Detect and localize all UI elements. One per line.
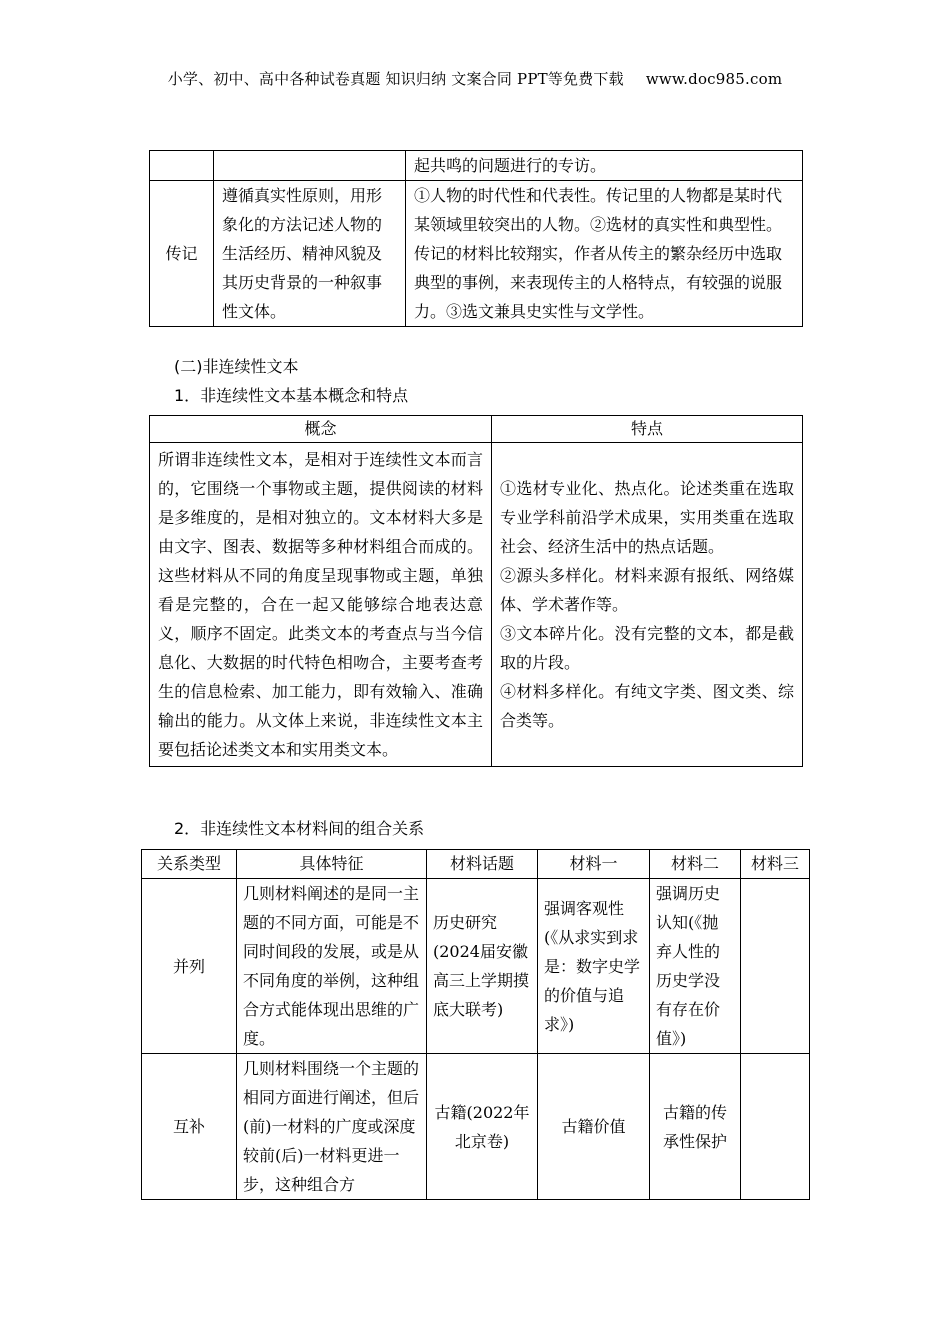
concept-feature-table (149, 415, 803, 767)
feature-item: ②源头多样化。材料来源有报纸、网络媒体、学术著作等。 (500, 566, 794, 614)
material-cell: 古籍的传承性保护 (650, 1054, 741, 1200)
table-row (142, 1054, 810, 1200)
feature-cell: 几则材料围绕一个主题的相同方面进行阐述，但后(前)一材料的广度或深度较前(后)一材料更进一步，这种组合方 (237, 1054, 427, 1200)
biography-table (149, 150, 803, 327)
feature-cell: 几则材料阐述的是同一主题的不同方面，可能是不同时间段的发展，或是从不同角度的举例，这种组合方式能体现出思维的广度。 (237, 879, 427, 1054)
table-cell: 起共鸣的问题进行的专访。 (406, 151, 803, 181)
feature-item: ①选材专业化、热点化。论述类重在选取专业学科前沿学术成果，实用类重在选取社会、经济生活中的热点话题。 (500, 479, 794, 556)
column-header: 材料话题 (427, 850, 538, 879)
section-title: (二)非连续性文本 (174, 357, 299, 376)
table-row (150, 181, 803, 327)
column-header: 关系类型 (142, 850, 237, 879)
header-site: www.doc985.com (645, 70, 783, 88)
column-header: 材料一 (538, 850, 650, 879)
subsection-title-1: 1．非连续性文本基本概念和特点 (174, 386, 409, 405)
table-cell (214, 151, 406, 181)
material-cell (741, 1054, 810, 1200)
material-cell: 强调客观性(《从求实到求是：数字史学的价值与追求》) (538, 879, 650, 1054)
feature-item: ③文本碎片化。没有完整的文本，都是截取的片段。 (500, 624, 794, 672)
material-cell: 强调历史认知(《抛弃人性的历史学没有存在价值》) (650, 879, 741, 1054)
features-cell: ①人物的时代性和代表性。传记里的人物都是某时代某领域里较突出的人物。②选材的真实性和典型性。传记的材料比较翔实，作者从传主的繁杂经历中选取典型的事例，来表现传主的人格特点，有较强的说服力。③选文兼具史实性与文学性。 (406, 181, 803, 327)
relation-type-cell: 并列 (142, 879, 237, 1054)
table-row (150, 151, 803, 181)
topic-cell: 古籍(2022年北京卷) (427, 1054, 538, 1200)
material-cell (741, 879, 810, 1054)
material-cell: 古籍价值 (538, 1054, 650, 1200)
topic-cell: 历史研究(2024届安徽高三上学期摸底大联考) (427, 879, 538, 1054)
column-header: 材料二 (650, 850, 741, 879)
table-header-row (142, 850, 810, 879)
genre-cell: 传记 (150, 181, 214, 327)
relation-table (141, 849, 810, 1200)
column-header: 特点 (492, 416, 803, 443)
table-header-row (150, 416, 803, 443)
column-header: 概念 (150, 416, 492, 443)
page-header (0, 68, 950, 89)
column-header: 材料三 (741, 850, 810, 879)
header-text: 小学、初中、高中各种试卷真题 知识归纳 文案合同 PPT等免费下载 (167, 70, 624, 88)
column-header: 具体特征 (237, 850, 427, 879)
table-row (142, 879, 810, 1054)
table-cell (150, 151, 214, 181)
subsection-title-2: 2．非连续性文本材料间的组合关系 (174, 819, 425, 838)
relation-type-cell: 互补 (142, 1054, 237, 1200)
concept-cell: 所谓非连续性文本，是相对于连续性文本而言的，它围绕一个事物或主题，提供阅读的材料是多维度的，是相对独立的。文本材料大多是由文字、图表、数据等多种材料组合而成的。这些材料从不同的角度呈现事物或主题，单独看是完整的，合在一起又能够综合地表达意义，顺序不固定。此类文本的考查点与当今信息化、大数据的时代特色相吻合，主要考查考生的信息检索、加工能力，即有效输入、准确输出的能力。从文体上来说，非连续性文本主要包括论述类文本和实用类文本。 (150, 443, 492, 767)
features-cell (492, 443, 803, 767)
concept-cell: 遵循真实性原则，用形象化的方法记述人物的生活经历、精神风貌及其历史背景的一种叙事性文体。 (214, 181, 406, 327)
feature-item: ④材料多样化。有纯文字类、图文类、综合类等。 (500, 682, 794, 730)
table-row (150, 443, 803, 767)
